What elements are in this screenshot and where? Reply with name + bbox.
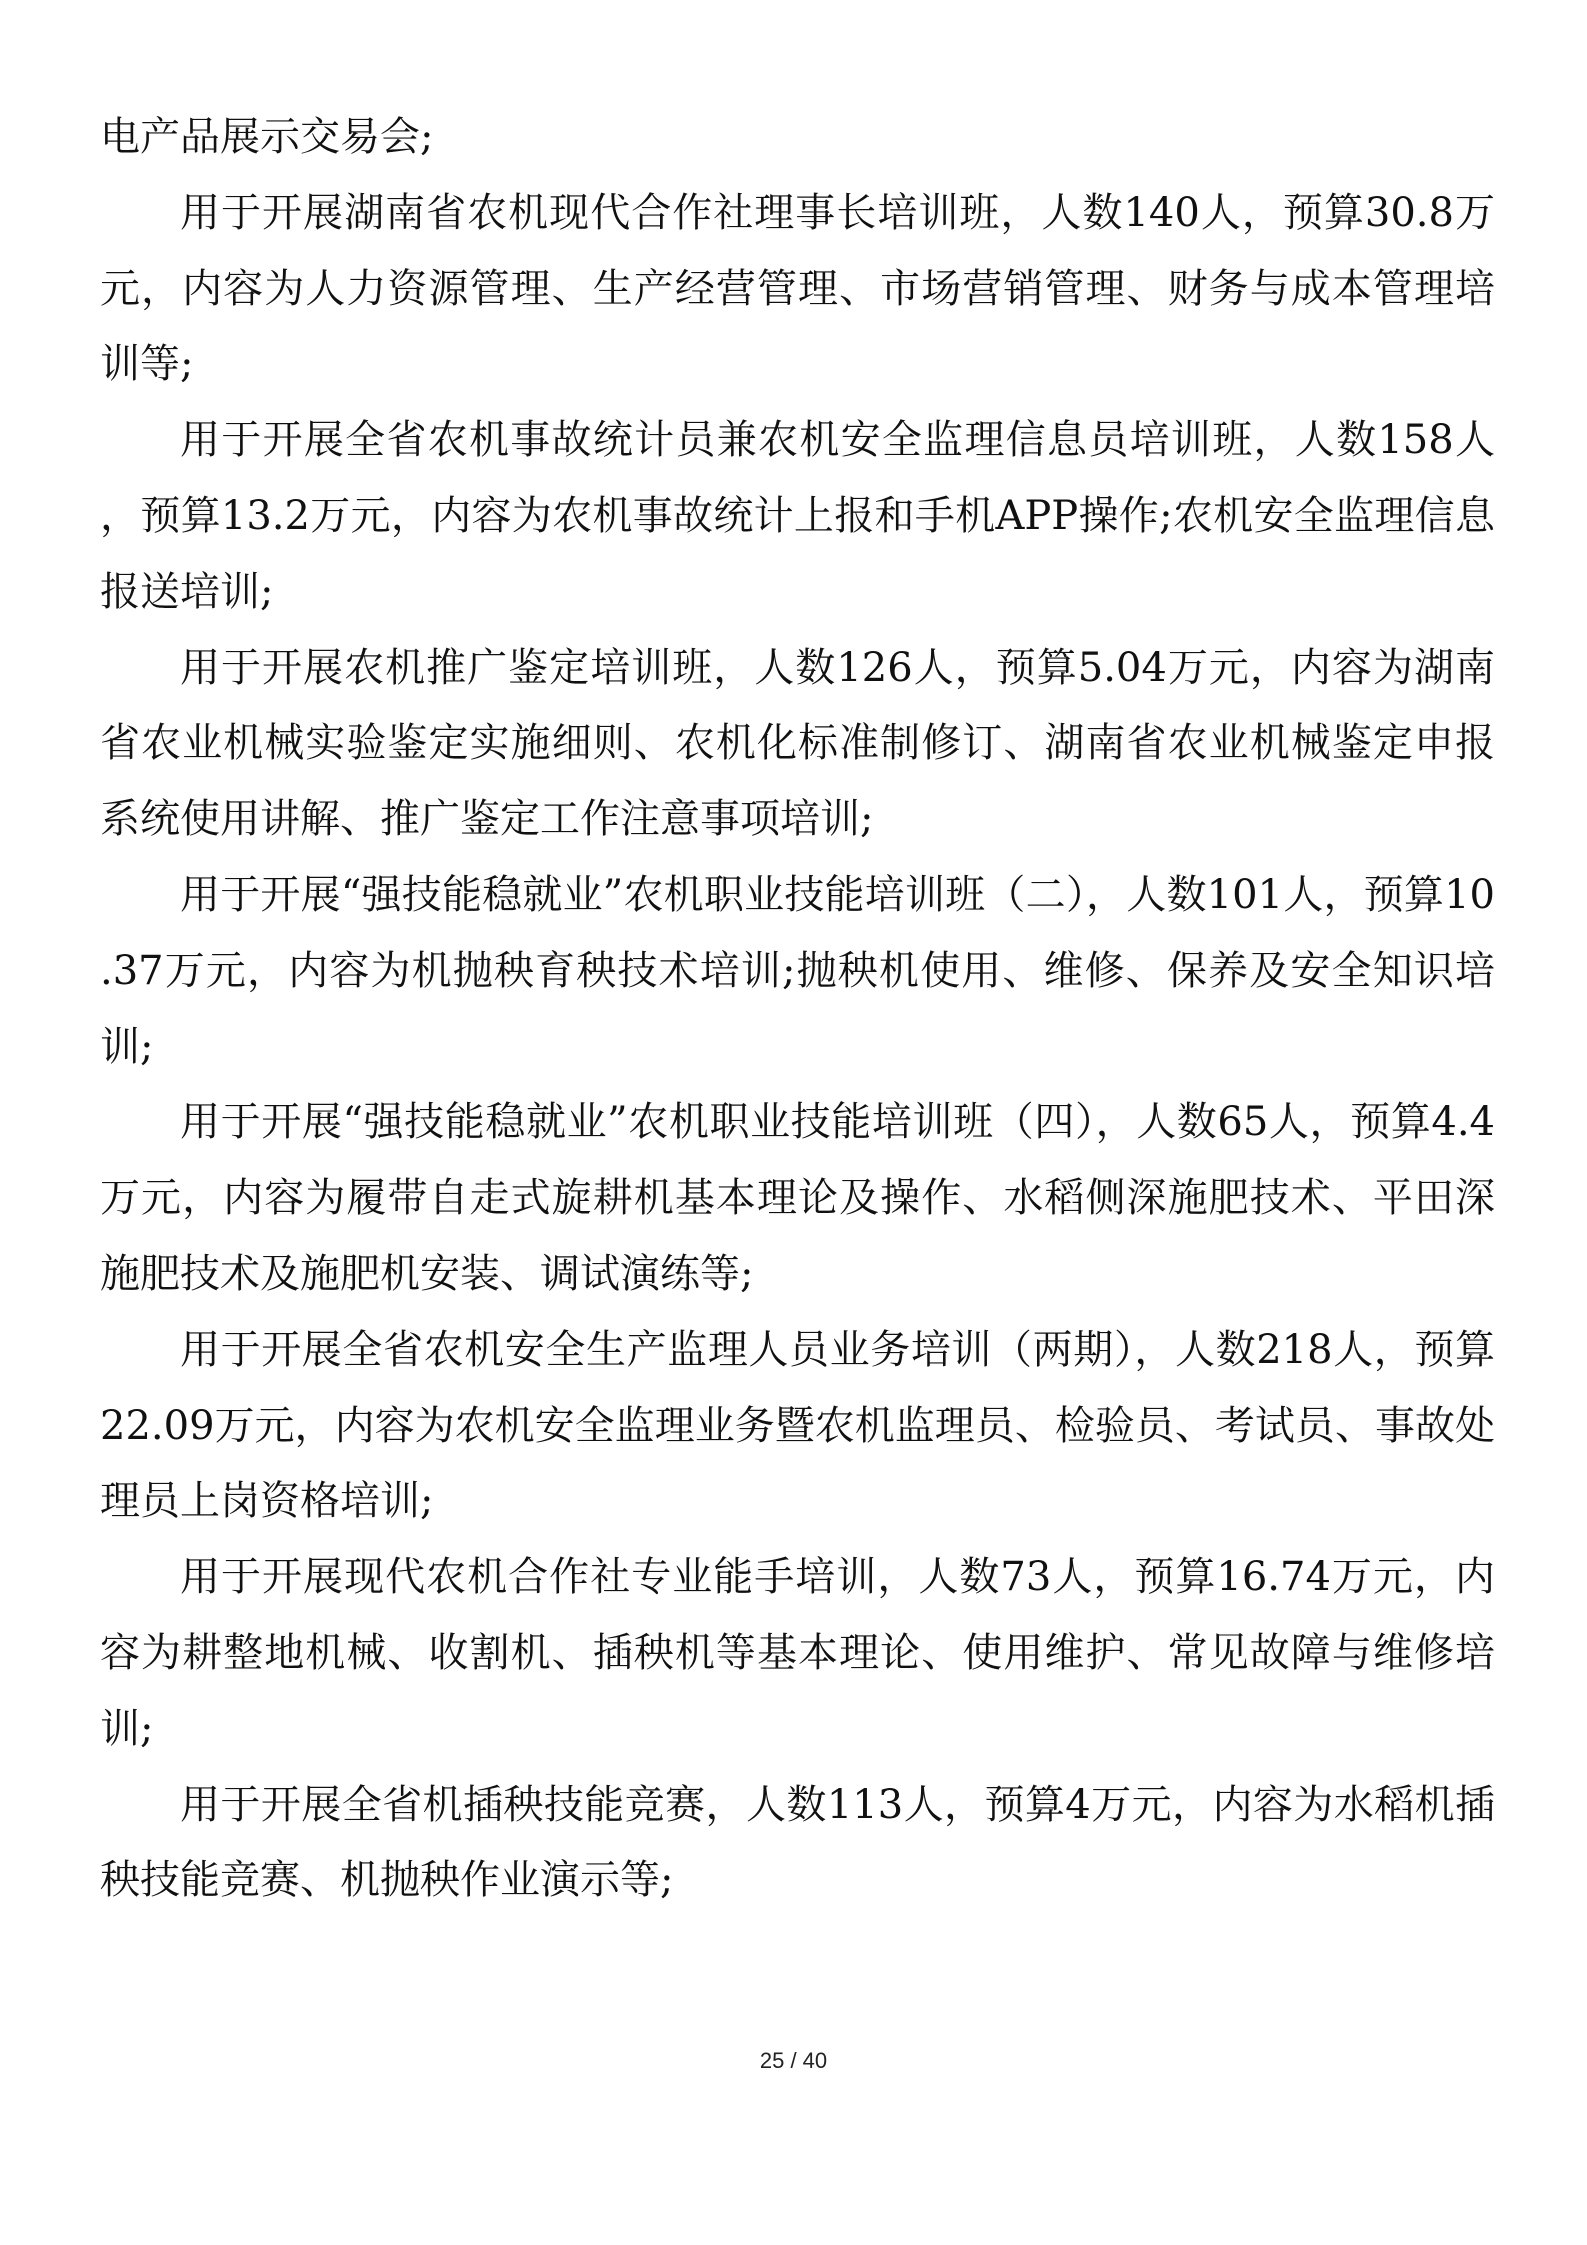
paragraph-vocational-training-4: 用于开展“强技能稳就业”农机职业技能培训班（四），人数65人，预算4.4万元，内容为履带自走式旋耕机基本理论及操作、水稻侧深施肥技术、平田深施肥技术及施肥机安装、调试演练等; xyxy=(100,1099,1495,1297)
paragraph-cooperative-director-training: 用于开展湖南省农机现代合作社理事长培训班，人数140人，预算30.8万元，内容为人力资源管理、生产经营管理、市场营销管理、财务与成本管理培训等; xyxy=(100,189,1495,388)
paragraph-transplanting-competition: 用于开展全省机插秧技能竞赛，人数113人，预算4万元，内容为水稻机插秧技能竞赛、机抛秧作业演示等; xyxy=(100,1781,1495,1904)
document-body xyxy=(100,100,1495,1919)
paragraph-safety-supervision-training: 用于开展全省农机安全生产监理人员业务培训（两期），人数218人，预算22.09万元，内容为农机安全监理业务暨农机监理员、检验员、考试员、事故处理员上岗资格培训; xyxy=(100,1326,1495,1525)
paragraph-accident-statistics-training: 用于开展全省农机事故统计员兼农机安全监理信息员培训班，人数158人，预算13.2万元，内容为农机事故统计上报和手机APP操作;农机安全监理信息报送培训; xyxy=(100,417,1495,615)
paragraph-vocational-training-2: 用于开展“强技能稳就业”农机职业技能培训班（二），人数101人，预算10.37万元，内容为机抛秧育秧技术培训;抛秧机使用、维修、保养及安全知识培训; xyxy=(100,871,1495,1070)
page-number: 25 / 40 xyxy=(759,2048,828,2073)
paragraph-promotion-appraisal-training: 用于开展农机推广鉴定培训班，人数126人，预算5.04万元，内容为湖南省农业机械实验鉴定实施细则、农机化标准制修订、湖南省农业机械鉴定申报系统使用讲解、推广鉴定工作注意事项培训; xyxy=(100,644,1495,843)
paragraph-cooperative-expert-training: 用于开展现代农机合作社专业能手培训，人数73人，预算16.74万元，内容为耕整地机械、收割机、插秧机等基本理论、使用维护、常见故障与维修培训; xyxy=(100,1554,1495,1752)
paragraph-continuation: 电产品展示交易会; xyxy=(100,114,434,160)
